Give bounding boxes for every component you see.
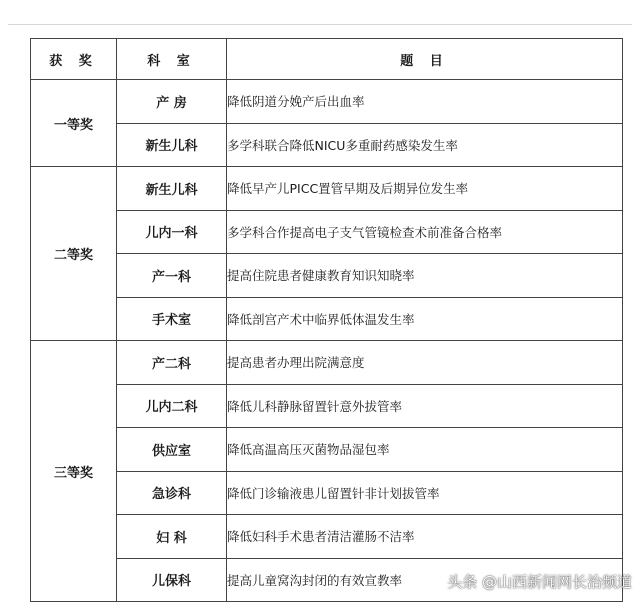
award-second: 二等奖	[31, 167, 117, 341]
topic-cell: 提高住院患者健康教育知识知晓率	[227, 254, 623, 298]
dept-cell: 儿内一科	[117, 210, 227, 254]
table-row	[31, 341, 623, 385]
table-row	[31, 515, 623, 559]
table-row	[31, 297, 623, 341]
table-row	[31, 254, 623, 298]
topic-cell: 降低高温高压灭菌物品湿包率	[227, 428, 623, 472]
award-third: 三等奖	[31, 341, 117, 602]
dept-cell: 新生儿科	[117, 123, 227, 167]
dept-cell: 产一科	[117, 254, 227, 298]
dept-cell: 儿保科	[117, 558, 227, 602]
topic-cell: 多学科合作提高电子支气管镜检查术前准备合格率	[227, 210, 623, 254]
topic-cell: 降低早产儿PICC置管早期及后期异位发生率	[227, 167, 623, 211]
table-row	[31, 80, 623, 124]
table-row	[31, 123, 623, 167]
table-row	[31, 167, 623, 211]
table-row	[31, 428, 623, 472]
topic-cell: 降低剖宫产术中临界低体温发生率	[227, 297, 623, 341]
top-divider	[8, 24, 632, 25]
awards-table	[30, 38, 623, 602]
dept-cell: 急诊科	[117, 471, 227, 515]
topic-cell: 降低儿科静脉留置针意外拔管率	[227, 384, 623, 428]
dept-cell: 产二科	[117, 341, 227, 385]
dept-cell: 新生儿科	[117, 167, 227, 211]
dept-cell: 儿内二科	[117, 384, 227, 428]
dept-cell: 供应室	[117, 428, 227, 472]
topic-cell: 降低阴道分娩产后出血率	[227, 80, 623, 124]
source-watermark: 头条 @山西新闻网长治频道	[447, 573, 632, 591]
header-award: 获 奖	[31, 39, 117, 80]
topic-cell: 降低妇科手术患者清洁灌肠不洁率	[227, 515, 623, 559]
header-dept: 科 室	[117, 39, 227, 80]
header-row	[31, 39, 623, 80]
dept-cell: 产 房	[117, 80, 227, 124]
table-row	[31, 471, 623, 515]
topic-cell: 提高患者办理出院满意度	[227, 341, 623, 385]
award-first: 一等奖	[31, 80, 117, 167]
table-row	[31, 210, 623, 254]
topic-cell: 提高儿童窝沟封闭的有效宣教率	[227, 558, 623, 602]
topic-cell: 降低门诊输液患儿留置针非计划拔管率	[227, 471, 623, 515]
header-topic: 题 目	[227, 39, 623, 80]
dept-cell: 妇 科	[117, 515, 227, 559]
table-row	[31, 384, 623, 428]
topic-cell: 多学科联合降低NICU多重耐药感染发生率	[227, 123, 623, 167]
dept-cell: 手术室	[117, 297, 227, 341]
